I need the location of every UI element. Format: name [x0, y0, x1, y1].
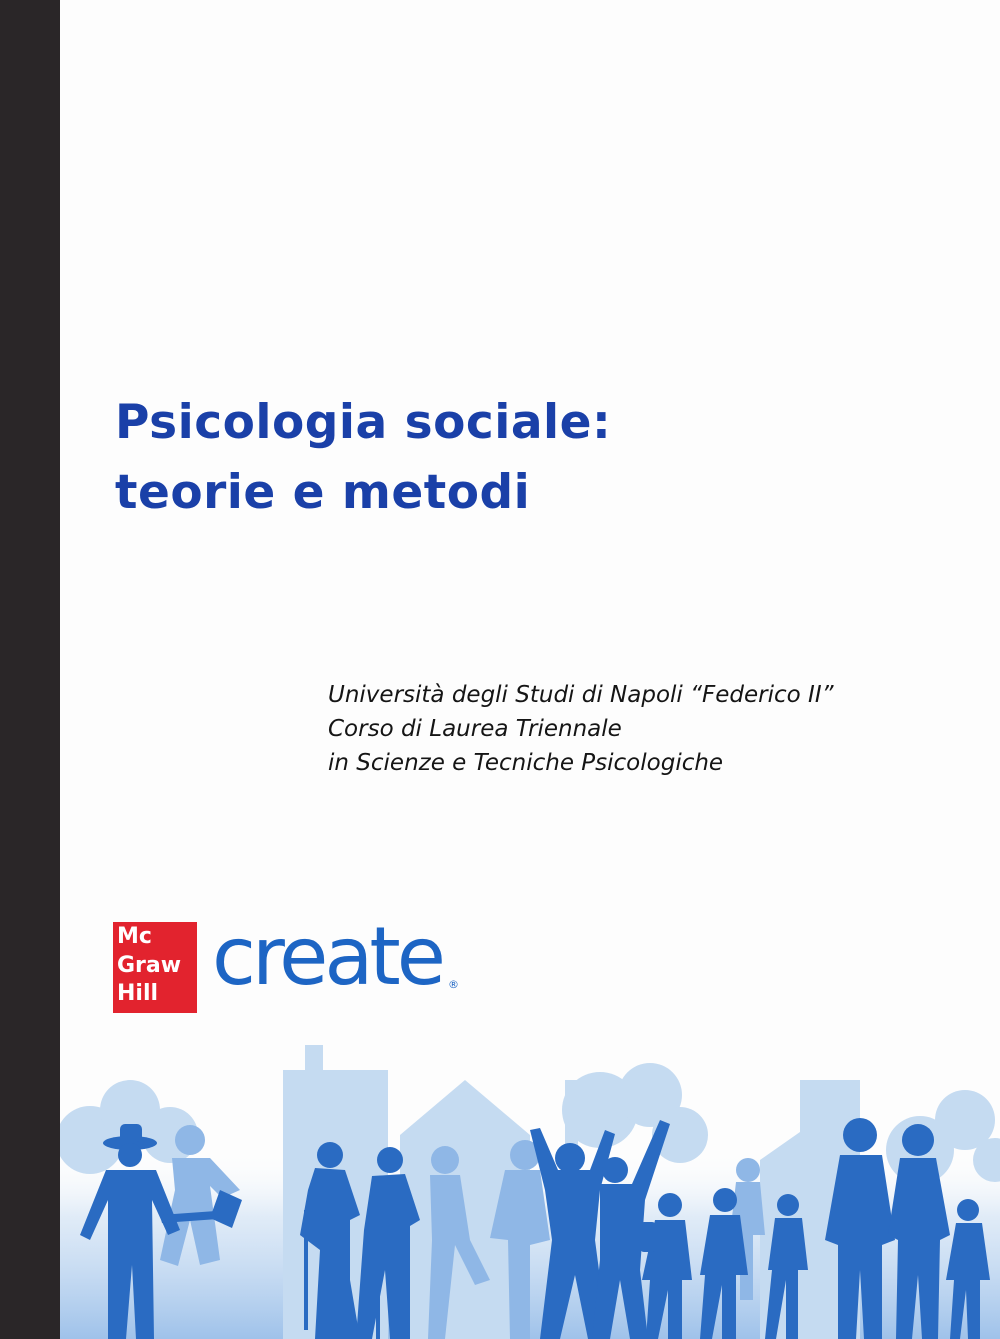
logo-line-mc: Mc — [117, 924, 152, 949]
subtitle-line-1: Università degli Studi di Napoli “Federico II” — [328, 682, 834, 708]
logo-line-hill: Hill — [117, 981, 159, 1006]
subtitle-line-3: in Scienze e Tecniche Psicologiche — [328, 750, 724, 776]
subtitle-line-2: Corso di Laurea Triennale — [328, 716, 622, 742]
book-spine — [0, 0, 60, 1339]
cover-subtitle — [328, 678, 834, 780]
logo-line-graw: Graw — [117, 953, 182, 978]
create-text: create — [212, 910, 442, 1003]
title-line-2: teorie e metodi — [115, 465, 531, 520]
cover-title — [115, 388, 611, 528]
book-cover — [60, 0, 1000, 1339]
community-silhouette-illustration — [60, 1040, 1000, 1339]
registered-mark: ® — [447, 978, 459, 991]
mcgraw-hill-logo — [113, 922, 197, 1013]
title-line-1: Psicologia sociale: — [115, 395, 612, 450]
create-wordmark — [212, 910, 459, 1003]
